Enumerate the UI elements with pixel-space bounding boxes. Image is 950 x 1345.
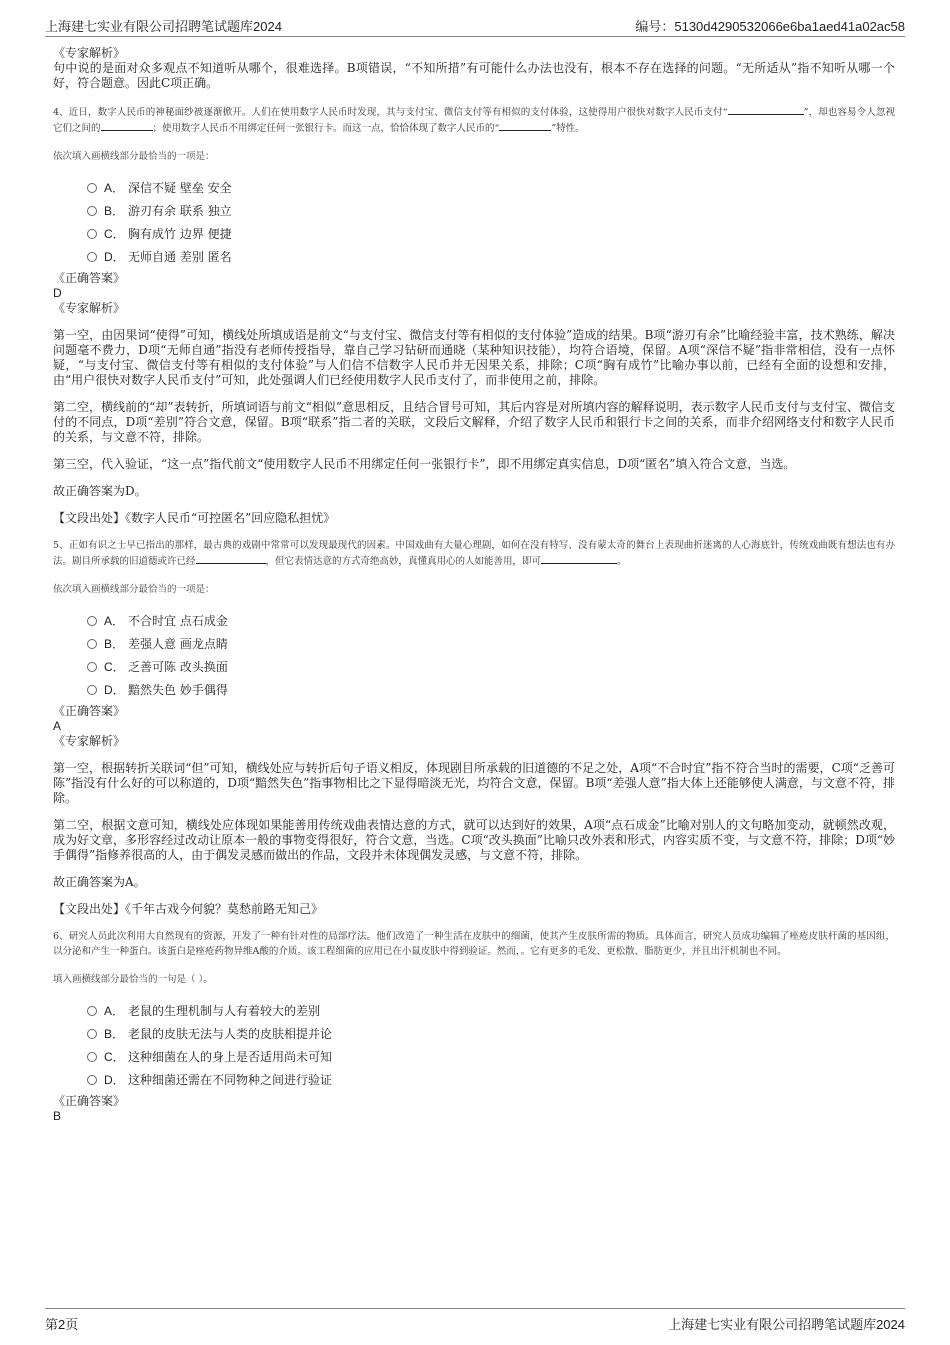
radio-icon[interactable] <box>87 183 97 193</box>
header-title: 上海建七实业有限公司招聘笔试题库2024 <box>45 19 282 34</box>
q6-option-c[interactable]: C． 这种细菌在人的身上是否适用尚未可知 <box>87 1045 895 1068</box>
q6-answer: B <box>53 1109 62 1123</box>
q4-answer: D <box>53 286 62 300</box>
radio-icon[interactable] <box>87 639 97 649</box>
correct-label: 《正确答案》 <box>53 271 126 285</box>
radio-icon[interactable] <box>87 252 97 262</box>
q5-ask: 依次填入画横线部分最恰当的一项是： <box>53 584 215 595</box>
blank <box>499 120 551 131</box>
q6-option-a[interactable]: A． 老鼠的生理机制与人有着较大的差别 <box>87 999 895 1022</box>
q5-stem: 5、正如有识之士早已指出的那样，最古典的戏剧中常常可以发现最现代的因素。中国戏曲有大量心理剧，如何在没有特写、没有蒙太奇的舞台上表现曲折迷离的人心海底针，传统戏曲既有想法也有办法。剧目所承载的旧道德或许已经 ，但它表情达意的方式奇绝高妙，真懂真用心的人如能善用，即可 。 <box>53 540 895 567</box>
blank <box>541 553 617 564</box>
radio-icon[interactable] <box>87 662 97 672</box>
page-footer <box>45 1308 905 1335</box>
q4-source: 【文段出处】《数字人民币“可控匿名”回应隐私担忧》 <box>53 511 336 525</box>
blank <box>728 104 804 115</box>
expert-label: 《专家解析》 <box>53 734 126 748</box>
prev-analysis: 句中说的是面对众多观点不知道听从哪个，很难选择。B项错误，“不知所措”有可能什么办法也没有，根本不存在选择的问题。“无所适从”指不知听从哪一个好，符合题意。因此C项正确。 <box>53 61 895 90</box>
radio-icon[interactable] <box>87 229 97 239</box>
q5-options <box>87 609 895 701</box>
correct-label: 《正确答案》 <box>53 704 126 718</box>
q6-option-b[interactable]: B． 老鼠的皮肤无法与人类的皮肤相提并论 <box>87 1022 895 1045</box>
q4-stem: 4、近日，数字人民币的神秘面纱被逐渐掀开。人们在使用数字人民币时发现，其与支付宝、微信支付等有相似的支付体验，这使得用户很快对数字人民币支付“ ”，却也容易令人忽视它们之间的 ；使用数字人民币不用绑定任何一张银行卡。而这一点，恰恰体现了数字人民币的“ ”特性。 <box>53 104 895 136</box>
radio-icon[interactable] <box>87 1006 97 1016</box>
blank <box>196 553 266 564</box>
blank <box>101 120 153 131</box>
q4-options <box>87 176 895 268</box>
q4-option-a[interactable]: A． 深信不疑 壁垒 安全 <box>87 176 895 199</box>
radio-icon[interactable] <box>87 1075 97 1085</box>
page-content <box>53 45 895 1123</box>
q5-option-c[interactable]: C． 乏善可陈 改头换面 <box>87 655 895 678</box>
expert-label: 《专家解析》 <box>53 301 126 315</box>
correct-label: 《正确答案》 <box>53 1094 126 1108</box>
footer-title: 上海建七实业有限公司招聘笔试题库2024 <box>668 1317 905 1332</box>
page-number: 第2页 <box>45 1317 79 1332</box>
q4-option-b[interactable]: B． 游刃有余 联系 独立 <box>87 199 895 222</box>
q4-option-c[interactable]: C． 胸有成竹 边界 便捷 <box>87 222 895 245</box>
q4-option-d[interactable]: D． 无师自通 差别 匿名 <box>87 245 895 268</box>
q5-option-b[interactable]: B． 差强人意 画龙点睛 <box>87 632 895 655</box>
q4-analysis-4: 故正确答案为D。 <box>53 484 147 498</box>
radio-icon[interactable] <box>87 206 97 216</box>
radio-icon[interactable] <box>87 1029 97 1039</box>
q5-analysis-3: 故正确答案为A。 <box>53 875 146 889</box>
q5-answer: A <box>53 719 62 733</box>
q4-analysis-2: 第二空，横线前的“却”表转折，所填词语与前文“相似”意思相反，且结合冒号可知，其后内容是对所填内容的解释说明，表示数字人民币支付与支付宝、微信支付的不同点，D项“差别”符合文意，保留。B项“联系”指二者的关联，文段后文解释，介绍了数字人民币和银行卡之间的关系，而非介绍网络支付和数字人民币的关系，与文意不符，排除。 <box>53 400 895 444</box>
radio-icon[interactable] <box>87 1052 97 1062</box>
q5-analysis-1: 第一空，根据转折关联词“但”可知，横线处应与转折后句子语义相反，体现剧目所承载的旧道德的不足之处，A项“不合时宜”指不符合当时的需要，C项“乏善可陈”指没有什么好的可以称道的，D项“黯然失色”指事物相比之下显得暗淡无光，均符合文意，保留。B项“差强人意”指大体上还能够使人满意，与文意不符，排除。 <box>53 761 895 805</box>
q4-analysis-3: 第三空，代入验证，“这一点”指代前文“使用数字人民币不用绑定任何一张银行卡”，即不用绑定真实信息，D项“匿名”填入符合文意，当选。 <box>53 457 796 471</box>
q6-stem: 6、研究人员此次利用大自然现有的资源，开发了一种有针对性的局部疗法。他们改造了一种生活在皮肤中的细菌，使其产生皮肤所需的物质。具体而言，研究人员成功编辑了痤疮皮肤杆菌的基因组，以分泌和产生一种蛋白。该蛋白是痤疮药物异维A酸的介质。该工程细菌的应用已在小鼠皮肤中得到验证。然而，。它有更多的毛发、更松散、脂肪更少，并且出汗机制也不同。 <box>53 931 895 957</box>
q4-analysis-1: 第一空，由因果词“使得”可知，横线处所填成语是前文“与支付宝、微信支付等有相似的支付体验”造成的结果。B项“游刃有余”比喻经验丰富，技术熟练，解决问题毫不费力，D项“无师自通”指没有老师传授指导，靠自己学习钻研而通晓（某种知识技能），均符合语境，保留。A项“深信不疑”指非常相信，没有一点怀疑，“与支付宝、微信支付等有相似的支付体验”与人们信不信数字人民币并无因果关系，排除；C项“胸有成竹”比喻办事以前，已经有全面的设想和安排，由“用户很快对数字人民币支付”可知，此处强调人们已经使用数字人民币支付了，而非使用之前，排除。 <box>53 328 895 387</box>
page-header <box>45 14 905 37</box>
q6-option-d[interactable]: D． 这种细菌还需在不同物种之间进行验证 <box>87 1068 895 1091</box>
q5-source: 【文段出处】《千年古戏今何貌？莫愁前路无知己》 <box>53 902 324 916</box>
q4-ask: 依次填入画横线部分最恰当的一项是： <box>53 151 215 162</box>
radio-icon[interactable] <box>87 616 97 626</box>
q6-ask: 填入画横线部分最恰当的一句是（ ）。 <box>53 974 213 985</box>
q5-option-a[interactable]: A． 不合时宜 点石成金 <box>87 609 895 632</box>
q5-analysis-2: 第二空，根据文意可知，横线处应体现如果能善用传统戏曲表情达意的方式，就可以达到好的效果，A项“点石成金”比喻对别人的文句略加变动，就顿然改观，成为好文章，多形容经过改动让原本一般的事物变得很好，符合文意，当选。C项“改头换面”比喻只改外表和形式，内容实质不变，与文意不符，排除；D项“妙手偶得”指修养很高的人，由于偶发灵感而做出的作品，文段并未体现偶发灵感，与文意不符，排除。 <box>53 818 895 862</box>
q5-option-d[interactable]: D． 黯然失色 妙手偶得 <box>87 678 895 701</box>
header-code: 编号：5130d4290532066e6ba1aed41a02ac58 <box>635 19 905 34</box>
q6-options <box>87 999 895 1091</box>
radio-icon[interactable] <box>87 685 97 695</box>
expert-label: 《专家解析》 <box>53 46 126 60</box>
